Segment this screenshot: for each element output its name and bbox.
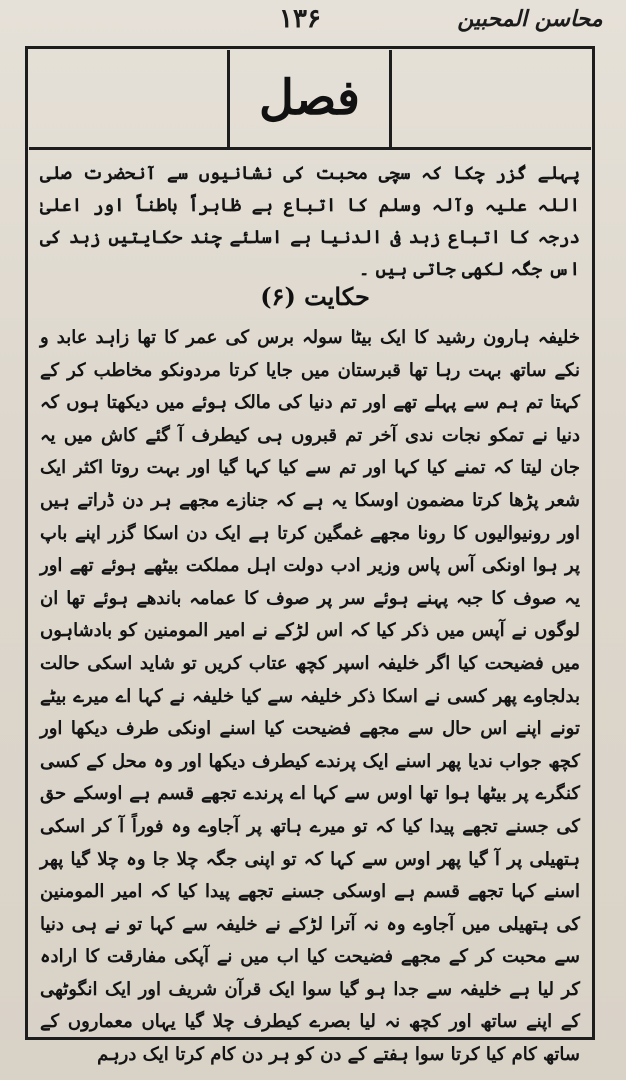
section-title: فصل	[259, 70, 360, 126]
section-header-box	[29, 50, 591, 150]
story-heading: حکایت (۶)	[260, 282, 370, 311]
intro-paragraph: پہلے گزر چکا کہ سچی محبت کی نشانیوں سے آنحضرت صلی اللہ علیہ وآلہ وسلم کا اتباع ہے ظاہراً باطناً اور اعلیٰ درجہ کا اتباع زہد فی الدنیا ہے اسلئے چند حکایتیں زہد کی اس جگہ لکھی جاتی ہیں ۔	[40, 163, 580, 280]
story-paragraph: خلیفہ ہارون رشید کا ایک بیٹا سولہ برس کی عمر کا تھا زاہد عابد و نکے ساتھ بہت رہا تھا قبرستان میں جایا کرتا مردونکو مخاطب کر کے کہتا تم ہم سے پہلے تھے اور تم دنیا کی مالک ہوئے میں دیکھتا ہوں کہ دنیا نے تمکو نجات ندی آخر تم قبروں ہی کیطرف آ گئے کاش میں یہ جان لیتا کہ تمنے کیا کہا اور تم سے کیا کہا گیا اور بہت روتا اکثر ایک شعر پڑھا کرتا مضمون اوسکا یہ ہے کہ جنازے مجھے ہر دن ڈراتے ہیں اور رونیوالیوں کا رونا مجھے غمگین کرتا ہے ایک دن اسکا گزر اپنے باپ پر ہوا اونکی آس پاس وزیر ادب دولت اہل مملکت بیٹھے ہوئے تھے اور یہ صوف کا جبہ پہنے ہوئے سر پر صوف کا عمامہ باندھے ہوئے تھا ان لوگوں نے آپس میں ذکر کیا کہ اس لڑکے نے امیر المومنین کو بادشاہوں میں فضیحت کیا اگر خلیفہ اسپر کچھ عتاب کریں تو شاید اسکی حالت بدلجاوے پھر کسی نے اسکا ذکر خلیفہ سے کیا خلیفہ نے کہا اے میرے بیٹے تونے اپنے اس حال سے مجھے فضیحت کیا اسنے اونکی طرف دیکھا اور کچھ جواب ندیا پھر اسنے ایک پرندے کیطرف دیکھا اور وہ محل کے کسی کنگرے پر بیٹھا ہوا تھا اوس سے کہا اے پرندے تجھے قسم ہے اوسکے حق کی جسنے تجھے پیدا کیا کہ تو میرے ہاتھ پر آجاوے وہ فوراً آ کر اسکی ہتھیلی پر آ گیا پھر اوس سے کہا کہ تو اپنی جگہ چلا جا وہ چلا گیا پھر اسنے کہا تجھے قسم ہے اوسکی جسنے تجھے پیدا کیا کہ امیر المومنین کی ہتھیلی میں آجاوے وہ نہ آترا لڑکے نے خلیفہ سے کہا تو نے ہی دنیا سے محبت کر کے مجھے فضیحت کیا اب میں نے آپکی مفارقت کا ارادہ کر لیا ہے خلیفہ سے جدا ہو گیا سوا ایک قرآن شریف اور ایک انگوٹھی کے اپنے ساتھ اور کچھ نہ لیا بصرے کیطرف چلا گیا یہاں معماروں کے ساتھ کام کیا کرتا سوا ہفتے کے دن کو ہر دن کام کرتا ایک درہم	[40, 327, 580, 1066]
running-head: محاسن المحبین	[457, 6, 603, 32]
page-number: ۱۳۶	[279, 4, 321, 34]
